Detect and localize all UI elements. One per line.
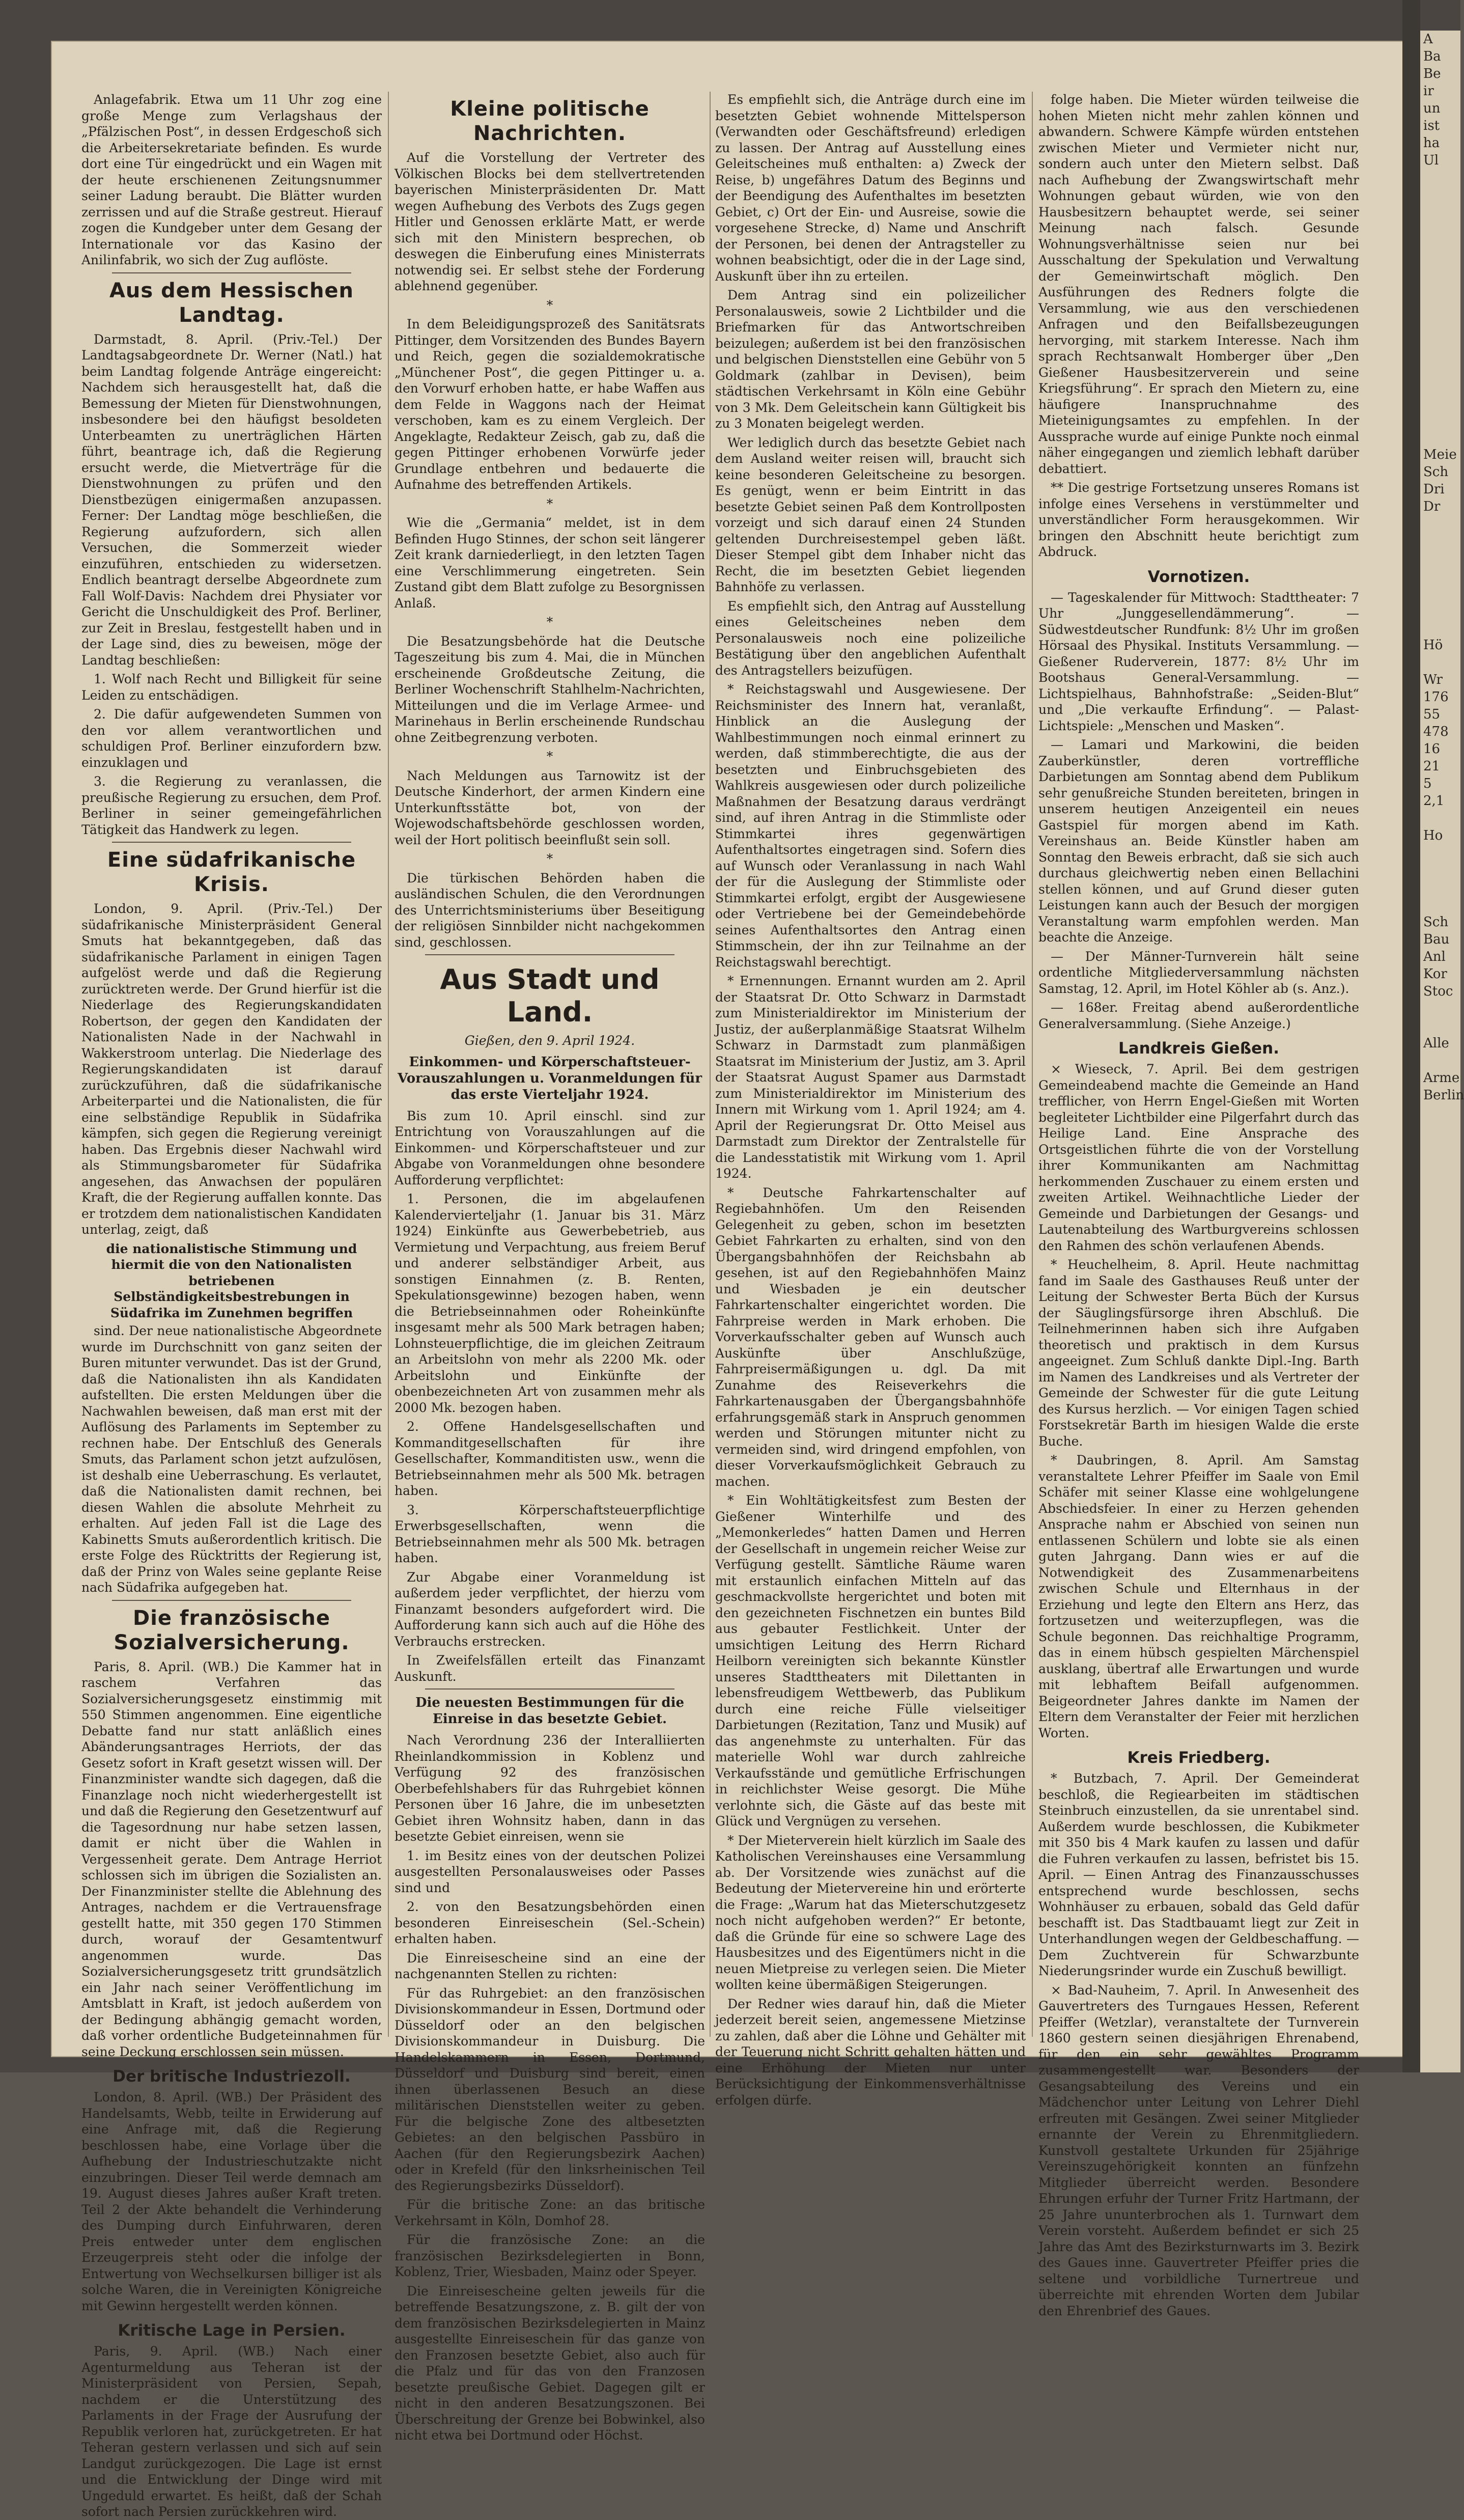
headline-south-africa: Eine südafrikanische Krisis. xyxy=(107,848,356,896)
edge-fragment: un xyxy=(1423,101,1441,116)
article-body: 1. Personen, die im abgelaufenen Kalendervierteljahr (1. Januar bis 31. März 1924) Einkünfte aus Gewerbebetrieb, aus Vermietung und Verpachtung, aus freiem Beruf und anderer selbständiger Arbeit, aus sonstigen Einnahmen (z. B. Renten, Spekulationsgewinne) bezogen haben, wenn die Betriebseinnahmen oder Roheinkünfte insgesamt mehr als 500 Mark betragen haben; Lohnsteuerpflichtige, die im gleichen Zeitraum an Arbeitslohn von mehr als 2200 Mk. oder Arbeitslohn und Einkünfte der obenbezeichneten Art von zusammen mehr als 2000 Mk. bezogen haben. xyxy=(395,1192,705,1415)
article-body: Bis zum 10. April einschl. sind zur Entrichtung von Vorauszahlungen auf die Einkommen- und Körperschaftsteuer und zur Abgabe von Voranmeldungen ohne besondere Aufforderung verpflichtet: xyxy=(395,1108,705,1187)
column-4 xyxy=(1038,92,1359,2318)
calendar-item: — 168er. Freitag abend außerordentliche Generalversammlung. (Siehe Anzeige.) xyxy=(1038,1000,1359,1031)
separator-star: * xyxy=(546,297,553,313)
edge-fragment xyxy=(1420,879,1460,896)
edge-fragment: 55 xyxy=(1423,707,1441,722)
article-body: Dem Antrag sind ein polizeilicher Personalausweis, sowie 2 Lichtbilder und die Briefmarken für das Antwortschreiben beizulegen; außerdem ist bei den französischen und belgischen Dienststellen eine Gebühr von 5 Goldmark (zahlbar in Devisen), beim städtischen Verkehrsamt in Köln eine Gebühr von 3 Mk. Dem Geleitschein kann Gültigkeit bis zu 3 Monaten beigelegt werden. xyxy=(715,288,1026,431)
edge-fragment xyxy=(1420,169,1460,186)
local-news-item: * Der Mieterverein hielt kürzlich im Saale des Katholischen Vereinshauses eine Versammlung ab. Der Vorsitzende wies zunächst auf die Bedeutung der Mietervereine hin und erörterte die Frage: „Warum hat das Mieterschutzgesetz noch nicht aufgehoben werden?“ Er betonte, daß die Gründe für eine so schwere Lage des Hausbesitzes und des Eigentümers nicht in die neuen Mietpreise zu verlegen seien. Die Mieter wollten keine übermäßigen Steigerungen. xyxy=(715,1833,1026,1992)
edge-fragment: 5 xyxy=(1423,776,1432,791)
local-news-item: Der Redner wies darauf hin, daß die Mieter jederzeit bereit seien, angemessene Mietzinse zu zahlen, daß aber die Löhne und Gehälter mit der Teuerung nicht Schritt gehalten hätten und eine Erhöhung der Mieten nur unter Berücksichtigung der Einkommensverhältnisse erfolgen dürfe. xyxy=(715,1996,1026,2108)
edge-fragment: Anl xyxy=(1423,949,1446,964)
article-body: 2. von den Besatzungsbehörden einen besonderen Einreiseschein (Sel.-Schein) erhalten haben. xyxy=(395,1899,705,1946)
article-body: Die Einreisescheine gelten jeweils für die betreffende Besatzungszone, z. B. gilt der von dem französischen Bezirksdelegierten in Mainz ausgestellte Einreiseschein für das ganze von den Franzosen besetzte Gebiet, also auch für die Pfalz und für das von den Franzosen besetzte preußische Gebiet. Dagegen gilt er nicht in den anderen Besatzungszonen. Bei Überschreitung der Grenze bei Bobwinkel, also nicht etwa bei Dortmund oder Höchst. xyxy=(395,2283,705,2443)
article-body: Darmstadt, 8. April. (Priv.-Tel.) Der Landtagsabgeordnete Dr. Werner (Natl.) hat beim Landtag folgende Anträge eingereicht: Nachdem sich herausgestellt hat, daß die Bemessung der Mieten für Dienstwohnungen, insbesondere bei den häufigst besoldeten Unterbeamten zu unerträglichen Härten führt, beantrage ich, daß die Regierung ersucht werde, die Mietverträge für die Dienstwohnungen zu prüfen und den Dienstbezügen einigermaßen anzupassen. Ferner: Der Landtag möge beschließen, die Regierung aufzufordern, sich allen Versuchen, die Sommerzeit wieder einzuführen, entschieden zu widersetzen. Endlich beantragt derselbe Abgeordnete zum Fall Wolf-Davis: Nachdem drei Physiater vor Gericht die Unschuldigkeit des Prof. Berliner, zur Zeit in Breslau, festgestellt haben und in der Lage sind, dies zu beweisen, möge der Landtag beschließen: xyxy=(81,331,382,668)
news-item: Wie die „Germania“ meldet, ist in dem Befinden Hugo Stinnes, der schon seit längerer Zeit krank darniederliegt, in den letzten Tagen eine Verschlimmerung eingetreten. Sein Zustand gibt dem Blatt zufolge zu Besorgnissen Anlaß. xyxy=(395,515,705,611)
edge-fragment: ir xyxy=(1423,84,1434,99)
headline-city-and-country: Aus Stadt und Land. xyxy=(440,963,660,1028)
divider xyxy=(112,1600,351,1601)
article-body: 1. im Besitz eines von der deutschen Polizei ausgestellten Personalausweises oder Passes sind und xyxy=(395,1848,705,1895)
edge-fragment xyxy=(1420,567,1460,585)
article-body: 2. Offene Handelsgesellschaften und Kommanditgesellschaften für ihre Gesellschafter, Kommanditisten usw., wenn die Betriebseinnahmen mehr als 500 Mk. betragen haben. xyxy=(395,1419,705,1498)
edge-fragment xyxy=(1420,308,1460,325)
separator-star: * xyxy=(546,615,553,629)
edge-fragment xyxy=(1420,1000,1460,1017)
edge-fragment xyxy=(1420,844,1460,862)
edge-fragment: Ba xyxy=(1423,49,1441,64)
article-continuation: Anlagefabrik. Etwa um 11 Uhr zog eine große Menge zum Verlagshaus der „Pfälzischen Post“, in dessen Erdgeschoß sich die Arbeitersekretariate befinden. Es wurde dort eine Tür eingedrückt und ein Wagen mit der heute erschienenen Zeitungsnummer seiner Ladung beraubt. Die Blätter wurden zerrissen und auf die Straße gestreut. Hierauf zogen die Kundgeber unter dem Gesang der Internationale vor das Kasino der Anilinfabrik, wo sich der Zug auflöste. xyxy=(81,92,382,267)
edge-fragment xyxy=(1420,411,1460,429)
news-item: Die Besatzungsbehörde hat die Deutsche Tageszeitung bis zum 4. Mai, die in München erscheinende Großdeutsche Zeitung, die Berliner Wochenschrift Stahlhelm-Nachrichten, Mitteilungen und die im Verlage Armee- und Marinehaus in Berlin erscheinende Rundschau ohne Zeitbegrenzung verboten. xyxy=(395,633,705,745)
headline-french-insurance: Die französische Sozialversicherung. xyxy=(114,1606,350,1654)
article-item: 1. Wolf nach Recht und Billigkeit für seine Leiden zu entschädigen. xyxy=(81,672,382,703)
edge-fragment xyxy=(1420,221,1460,238)
article-body: Die Einreisescheine sind an eine der nachgenannten Stellen zu richten: xyxy=(395,1950,705,1981)
headline-hessian-landtag: Aus dem Hessischen Landtag. xyxy=(109,279,354,327)
edge-fragment xyxy=(1420,359,1460,377)
divider xyxy=(425,1688,674,1690)
local-news-item: * Reichstagswahl und Ausgewiesene. Der Reichsminister des Innern hat, veranlaßt, Hinblick an die Auslegung der Wahlbestimmungen noch einmal erinnert zu werden, daß stimmberechtigte, die aus der besetzten und Einbruchsgebieten des Wahlkreis ausgewiesen oder durch polizeiliche Maßnahmen der Besatzung daraus verdrängt sind, auf ihren Antrag in die Stimmliste oder Stimmkartei ihres gegenwärtigen Aufenthaltsortes eingetragen sind. Sofern dies auf Wunsch oder Veranlassung in nach Wahl der für die Auslegung der Stimmliste oder Stimmkartei erfolgt, ergibt der Ausgewiesene oder Vertriebene bei der Gemeindebehörde seines Aufenthaltsortes den Antrag einen Stimmschein, der ihn zur Teilnahme an der Reichstagswahl berechtigt. xyxy=(715,682,1026,970)
article-body: sind. Der neue nationalistische Abgeordnete wurde im Durchschnitt von ganz seiten der Buren mitunter verwundet. Das ist der Grund, daß die Nationalisten ihn als Kandidaten aufstellten. Die ersten Meldungen über die Nachwahlen beweisen, daß man erst mit der Auflösung des Parlaments im September zu rechnen habe. Der Entschluß des Generals Smuts, das Parlament schon jetzt aufzulösen, ist deshalb eine Ueberraschung. Es verlautet, daß die Nationalisten damit rechnen, bei diesen Wahlen die absolute Mehrheit zu erhalten. Auf jeden Fall ist die Lage des Kabinetts Smuts außerordentlich kritisch. Die erste Folge des Rücktritts der Regierung ist, daß der Prinz von Wales seine geplante Reise nach Südafrika aufgegeben hat. xyxy=(81,1323,382,1595)
edge-fragment: Dr xyxy=(1423,499,1441,514)
separator-star: * xyxy=(546,496,553,511)
calendar-item: — Lamari und Markowini, die beiden Zauberkünstler, deren vortreffliche Darbietungen am Sonntag abend dem Publikum sehr genußreiche Stunden bereiteten, bringen in unserem heutigen Anzeigenteil ein neues Gastspiel für morgen abend im Kath. Vereinshaus an. Beide Künstler haben am Sonntag den Beweis erbracht, daß sie sich auch durchaus gleichwertig neben einen Bellachini stellen können, und auf Grund dieser guten Leistungen kann auch der Besuch der morgigen Veranstaltung warm empfohlen werden. Man beachte die Anzeige. xyxy=(1038,737,1359,945)
local-news-item: * Heuchelheim, 8. April. Heute nachmittag fand im Saale des Gasthauses Reuß unter der Leitung der Schwester Berta Büch der Kursus der Säuglingsfürsorge ihren Abschluß. Die Teilnehmerinnen haben sich ihre Aufgaben theoretisch und praktisch in dem Kursus angeeignet. Zum Schluß dankte Dipl.-Ing. Barth im Namen des Landkreises und als Vertreter der Gemeinde der Schwester für die gute Leitung des Kursus herzlich. — Vor einigen Tagen schied Forstsekretär Barth im hiesigen Walde die erste Buche. xyxy=(1038,1257,1359,1449)
article-item: 3. die Regierung zu veranlassen, die preußische Regierung zu ersuchen, dem Prof. Berliner in seiner gemeingefährlichen Tätigkeit das Handwerk zu legen. xyxy=(81,774,382,837)
article-continuation: folge haben. Die Mieter würden teilweise die hohen Mieten nicht mehr zahlen können und abwandern. Schwere Kämpfe würden entstehen zwischen Mieter und Vermieter nicht nur, sondern auch unter den Mietern selbst. Daß nach Aufhebung der Zwangswirtschaft mehr Wohnungen gebaut würden, wie von den Hausbesitzern behauptet werde, sei seiner Meinung nach falsch. Gesunde Wohnungsverhältnisse seien nur bei Ausschaltung der Spekulation und Verwaltung der Gemeinwirtschaft möglich. Den Ausführungen des Redners folgte die Versammlung, wie aus den verschiedenen Anfragen und den Beifallsbezeugungen hervorging, mit starkem Interesse. Nach ihm sprach Rechtsanwalt Homberger über „Den Gießener Hausbesitzerverein und seine Kriegsführung“. Er sprach den Mietern zu, eine häufigere Inanspruchnahme des Mieteinigungsamtes zu empfehlen. In der Aussprache wurde auf einige Punkte noch einmal näher eingegangen und ziemlich lebhaft darüber debattiert. xyxy=(1038,92,1359,476)
edge-fragment xyxy=(1420,238,1460,256)
headline-landkreis-giessen: Landkreis Gießen. xyxy=(1118,1039,1279,1058)
local-news-item: * Ernennungen. Ernannt wurden am 2. April der Staatsrat Dr. Otto Schwarz in Darmstadt zum Ministerialdirektor im Ministerium der Justiz, der außerplanmäßige Staatsrat Wilhelm Schwarz in Darmstadt zum planmäßigen Staatsrat im Ministerium der Justiz, am 3. April der Staatsrat August Spamer aus Darmstadt zum Ministerialdirektor im Ministerium des Innern mit Wirkung vom 1. April 1924; am 4. April der Regierungsrat Dr. Otto Meisel aus Darmstadt zum Direktor der Zentralstelle für die Landesstatistik mit Wirkung vom 1. April 1924. xyxy=(715,974,1026,1181)
article-body: Nach Verordnung 236 der Interalliierten Rheinlandkommission in Koblenz und Verfügung 92 des französischen Oberbefehlshabers für das Ruhrgebiet können Personen über 16 Jahre, die im unbesetzten Gebiet ihren Wohnsitz haben, dann in das besetzte Gebiet einreisen, wenn sie xyxy=(395,1733,705,1844)
edge-fragment xyxy=(1420,204,1460,221)
article-body: Paris, 8. April. (WB.) Die Kammer hat in raschem Verfahren das Sozialversicherungsgesetz einstimmig mit 550 Stimmen angenommen. Eine eigentliche Debatte fand nur statt anläßlich eines Abänderungsantrages Herriots, der das Gesetz sofort in Kraft gesetzt wissen will. Der Finanzminister wandte sich dagegen, daß die Finanzlage noch nicht wiederhergestellt ist und daß die Regierung den Gesetzentwurf auf die Tagesordnung nur habe setzen lassen, damit er nicht über die Wahlen in Vergessenheit gerate. Dem Antrage Herriot schlossen sich im übrigen die Sozialisten an. Der Finanzminister stellte die Ablehnung des Antrages, nachdem er die Vertrauensfrage gestellt hatte, mit 350 gegen 170 Stimmen durch, worauf der Gesamtentwurf angenommen wurde. Das Sozialversicherungsgesetz tritt grundsätzlich ein Jahr nach seiner Veröffentlichung im Amtsblatt in Kraft, ist jedoch außerdem von der Bedingung abhängig gemacht worden, daß vorher ordentliche Budgeteinnahmen für seine Deckung erschlossen sein müssen. xyxy=(81,1659,382,2059)
divider xyxy=(425,954,674,955)
edge-fragment xyxy=(1420,515,1460,533)
column-rule xyxy=(710,92,711,2037)
local-news-item: * Deutsche Fahrkartenschalter auf Regiebahnhöfen. Um den Reisenden Gelegenheit zu geben, schon im besetzten Gebiet Fahrkarten zu erhalten, sind von den Übergangsbahnhöfen der Reichsbahn ab gesehen, ist auf den Regiebahnhöfen Mainz und Wiesbaden je ein deutscher Fahrkartenschalter eingerichtet worden. Die Fahrpreise werden in Mark erhoben. Die Vorverkaufsschalter geben auf Wunsch auch Auskünfte über Anschlußzüge, Fahrpreisermäßigungen u. dgl. Da mit Zunahme des Reiseverkehrs die Fahrkartenausgaben der Übergangsbahnhöfe erfahrungsgemäß stark in Anspruch genommen werden und Störungen mitunter nicht zu vermeiden sind, wird dringend empfohlen, von dieser Vorverkaufsmöglichkeit Gebrauch zu machen. xyxy=(715,1185,1026,1489)
article-body: Es empfiehlt sich, den Antrag auf Ausstellung eines Geleitscheines neben dem Personalausweis noch eine polizeiliche Bestätigung über den angeblichen Aufenthalt des Antragstellers beizufügen. xyxy=(715,598,1026,678)
local-news-item: × Bad-Nauheim, 7. April. In Anwesenheit des Gauvertreters des Turngaues Hessen, Referent Pfeiffer (Wetzlar), veranstaltete der Turnverein 1860 gestern seinen diesjährigen Ehrenabend, für den ein sehr gewähltes Programm zusammengestellt war. Besonders der Gesangsabteilung des Vereins und ein Mädchenchor unter Leitung von Lehrer Diehl erfreuten mit Gesängen. Zwei seiner Mitglieder ernannte der Verein zu Ehrenmitgliedern. Kunstvoll gestaltete Urkunden für 25jährige Vereinszugehörigkeit konnten an fünfzehn Mitglieder überreicht werden. Besondere Ehrungen erfuhr der Turner Fritz Hartmann, der 25 Jahre ununterbrochen als 1. Turnwart dem Verein vorsteht. Außerdem befindet er sich 25 Jahre das Amt des Bezirksturnwarts im 3. Bezirk des Gaues inne. Gauvertreter Pfeiffer pries die seltene und vorbildliche Turnertreue und überreichte mit ehrenden Worten dem Jubilar den Ehrenbrief des Gaues. xyxy=(1038,1982,1359,2318)
edge-fragment: Sch xyxy=(1423,915,1449,930)
article-item: 2. Die dafür aufgewendeten Summen von den vor allem verantwortlichen und schuldigen Prof. Berliner einzufordern bzw. einzuklagen und xyxy=(81,707,382,770)
news-item: Die türkischen Behörden haben die ausländischen Schulen, die den Verordnungen des Unterrichtsministeriums über Beseitigung der religiösen Sinnbilder nicht nachgekommen sind, geschlossen. xyxy=(395,870,705,950)
article-body: Zur Abgabe einer Voranmeldung ist außerdem jeder verpflichtet, der hierzu vom Finanzamt besonders aufgefordert wird. Die Aufforderung kann sich auch auf die Höhe des Verbrauchs erstrecken. xyxy=(395,1569,705,1649)
headline-previews: Vornotizen. xyxy=(1147,567,1250,586)
headline-political-news: Kleine politische Nachrichten. xyxy=(450,97,650,145)
notice: ** Die gestrige Fortsetzung unseres Romans ist infolge eines Versehens in verstümmelter und unverständlicher Form herausgekommen. Wir bringen den Abschnitt heute berichtigt zum Abdruck. xyxy=(1038,480,1359,559)
news-item: Auf die Vorstellung der Vertreter des Völkischen Blocks bei dem stellvertretenden bayerischen Ministerpräsidenten Dr. Matt wegen Aufhebung des Verbots des Zugs gegen Hitler und Genossen erklärte Matt, er werde sich mit den Ministern besprechen, ob deswegen die Einberufung eines Ministerrats notwendig sei. Er selbst stehe der Forderung ablehnend gegenüber. xyxy=(395,150,705,293)
dateline: Gießen, den 9. April 1924. xyxy=(464,1033,635,1048)
edge-fragment: 176 xyxy=(1423,689,1449,705)
edge-fragment xyxy=(1420,325,1460,342)
edge-fragment xyxy=(1420,550,1460,567)
edge-fragment xyxy=(1420,585,1460,602)
edge-fragment: Ul xyxy=(1423,153,1439,168)
edge-fragment: 2,1 xyxy=(1423,793,1445,809)
calendar-item: — Der Männer-Turnverein hält seine ordentliche Mitgliederversammlung nächsten Samstag, 12. April, im Hotel Köhler ab (s. Anz.). xyxy=(1038,949,1359,996)
edge-fragment xyxy=(1420,394,1460,411)
edge-fragment: 478 xyxy=(1423,724,1449,739)
column-1 xyxy=(81,92,382,2519)
page-binding-gap xyxy=(1402,0,1420,2072)
edge-fragment: Hö xyxy=(1423,638,1443,653)
edge-fragment xyxy=(1420,1017,1460,1035)
subheadline-occupied-area: Die neuesten Bestimmungen für die Einreise in das besetzte Gebiet. xyxy=(415,1695,685,1727)
headline-british-industry: Der britische Industriezoll. xyxy=(112,2067,351,2086)
edge-fragment: ist xyxy=(1423,118,1440,133)
edge-fragment: Ho xyxy=(1423,828,1443,843)
separator-star: * xyxy=(546,749,553,764)
edge-fragment: Sch xyxy=(1423,464,1449,480)
news-item: Nach Meldungen aus Tarnowitz ist der Deutsche Kinderhort, der armen Kindern eine Unterkunftsstätte bot, von der Wojewodschaftsbehörde geschlossen worden, weil der Hort politisch beeinflußt sein soll. xyxy=(395,768,705,847)
article-body: Für die britische Zone: an das britische Verkehrsamt in Köln, Domhof 28. xyxy=(395,2197,705,2228)
edge-fragment xyxy=(1420,290,1460,308)
divider xyxy=(112,842,351,843)
column-rule xyxy=(388,92,389,2037)
article-body: 3. Körperschaftsteuerpflichtige Erwerbsgesellschaften, wenn die Betriebseinnahmen mehr als 500 Mk. betragen haben. xyxy=(395,1502,705,1565)
edge-fragment: Bau xyxy=(1423,932,1450,947)
edge-fragment xyxy=(1420,533,1460,550)
article-body: Für die französische Zone: an die französischen Bezirksdelegierten in Bonn, Koblenz, Trier, Wiesbaden, Mainz oder Speyer. xyxy=(395,2232,705,2279)
edge-fragment xyxy=(1420,256,1460,273)
edge-fragment: Be xyxy=(1423,66,1441,81)
separator-star: * xyxy=(546,851,553,866)
local-news-item: * Ein Wohltätigkeitsfest zum Besten der Gießener Winterhilfe und des „Memonkerledes“ hatten Damen und Herren der Gesellschaft in ungemein reicher Weise zur Verfügung gestellt. Sämtliche Räume waren mit erstaunlich einfachen Mitteln auf das geschmackvollste hergerichtet und boten mit den gezeichneten Fischnetzen ein buntes Bild aus gebauter Festlichkeit. Unter der umsichtigen Leitung des Herrn Richard Heilborn vereinigten sich bekannte Künstler unseres Stadttheaters mit Dilettanten in lebensfreudigem Wettbewerb, das Publikum durch eine reiche Fülle vielseitiger Darbietungen (Rezitation, Tanz und Musik) auf das angenehmste zu unterhalten. Für das materielle Wohl war durch zahlreiche Verkaufsstände und gemütliche Erfrischungen in reichlichster Weise gesorgt. Die Mühe verlohnte sich, die Gäste auf das beste mit Glück und Vergnügen zu versehen. xyxy=(715,1493,1026,1829)
article-body: London, 9. April. (Priv.-Tel.) Der südafrikanische Ministerpräsident General Smuts hat bekanntgegeben, daß das südafrikanische Parlament in einigen Tagen aufgelöst werde und daß die Regierung zurücktreten werde. Der Grund hierfür ist die Niederlage des Regierungskandidaten Robertson, der gegen den Kandidaten der Nationalisten Nade in der Nachwahl in Wakkerstroom unterlag. Die Niederlage des Regierungskandidaten ist darauf zurückzuführen, daß die südafrikanische Arbeiterpartei und die Nationalisten, die für eine selbständige Republik in Südafrika kämpfen, sich gegen die Regierung vereinigt haben. Das Ergebnis dieser Nachwahl wird als Stimmungsbarometer für Südafrika angesehen, das Anwachsen der populären Kraft, die der Regierung auffallen konnte. Das er trotzdem dem nationalistischen Kandidaten unterlag, zeigt, daß xyxy=(81,901,382,1237)
calendar-item: — Tageskalender für Mittwoch: Stadttheater: 7 Uhr „Junggesellendämmerung“. — Südwestdeutscher Rundfunk: 8½ Uhr im großen Hörsaal des Physikal. Instituts Versammlung. — Gießener Ruderverein, 1877: 8½ Uhr im Bootshaus General-Versammlung. — Lichtspielhaus, Bahnhofstraße: „Seiden-Blut“ und „Die verkaufte Erfindung“. — Palast-Lichtspiele: „Menschen und Masken“. xyxy=(1038,590,1359,733)
edge-fragment: Meie xyxy=(1423,447,1457,462)
article-bold-passage: die nationalistische Stimmung und hiermit die von den Nationalisten betriebenen Selbständigkeitsbestrebungen in Südafrika im Zunehmen begriffen xyxy=(106,1241,357,1320)
local-news-item: * Daubringen, 8. April. Am Samstag veranstaltete Lehrer Pfeiffer im Saale von Emil Schäfer mit seiner Klasse eine wohlgelungene Abschiedsfeier. In einer zu Herzen gehenden Ansprache nahm er Abschied von seinen nun entlassenen Schülern und lobte sie als einen guten Jahrgang. Dann wies er auf die Notwendigkeit des Zusammenarbeitens zwischen Schule und Elternhaus in der Erziehung und legte den Eltern ans Herz, das fortzusetzen und weiterzupflegen, was die Schule begonnen. Das reichhaltige Programm, das in einem hübsch gespielten Märchenspiel ausklang, übertraf alle Erwartungen und wurde mit lebhaftem Beifall aufgenommen. Beigeordneter Jahres dankte im Namen der Eltern dem Veranstalter der Feier mit herzlichen Worten. xyxy=(1038,1453,1359,1740)
edge-fragment xyxy=(1420,186,1460,204)
article-body: Wer lediglich durch das besetzte Gebiet nach dem Ausland weiter reisen will, braucht sich keine besonderen Geleitscheine zu besorgen. Es genügt, wenn er beim Eintritt in das besetzte Gebiet seinen Paß dem Kontrollposten vorzeigt und sich darauf einen 24 Stunden geltenden Durchreisestempel geben läßt. Dieser Stempel gibt dem Inhaber nicht das Recht, die im besetzten Gebiet liegenden Bahnhöfe zu verlassen. xyxy=(715,435,1026,594)
column-3 xyxy=(715,92,1026,2108)
divider xyxy=(112,272,351,273)
headline-persia: Kritische Lage in Persien. xyxy=(118,2321,346,2340)
edge-fragment: Stoc xyxy=(1423,984,1453,999)
edge-fragment xyxy=(1420,602,1460,619)
edge-fragment: Kor xyxy=(1423,966,1447,982)
edge-fragment: Arme xyxy=(1423,1070,1460,1086)
edge-fragment xyxy=(1420,273,1460,290)
edge-fragment: ha xyxy=(1423,135,1440,151)
adjacent-page-edge xyxy=(1420,31,1464,2072)
article-body: Paris, 9. April. (WB.) Nach einer Agenturmeldung aus Teheran ist der Ministerpräsident von Persien, Sepah, nachdem er die Unterstützung des Parlaments in der Frage der Ausrufung der Republik verloren hat, zurückgetreten. Er hat Teheran gestern verlassen und sich auf sein Landgut zurückgezogen. Die Lage ist ernst und die Entwicklung der Dinge wird mit Ungeduld erwartet. Es heißt, daß der Schah sofort nach Persien zurückkehren wird. xyxy=(81,2344,382,2519)
edge-fragment xyxy=(1420,1052,1460,1069)
edge-fragment xyxy=(1420,810,1460,827)
edge-fragment: A xyxy=(1423,32,1433,47)
edge-fragment xyxy=(1420,619,1460,636)
edge-fragment: Dri xyxy=(1423,482,1445,497)
news-item: In dem Beleidigungsprozeß des Sanitätsrats Pittinger, dem Vorsitzenden des Bundes Bayern und Reich, gegen die sozialdemokratische „Münchener Post“, die gegen Pittinger u. a. den Vorwurf erhoben hatte, er habe Waffen aus dem Felde in Waggons nach der Heimat verschoben, kam es zu einem Vergleich. Der Angeklagte, Redakteur Zeisch, gab zu, daß die gegen Pittinger erhobenen Vorwürfe jeder Grundlage entbehren und bedauerte die Aufnahme des betreffenden Artikels. xyxy=(395,317,705,492)
column-rule xyxy=(1032,92,1033,2037)
edge-fragment xyxy=(1420,862,1460,879)
article-body: London, 8. April. (WB.) Der Präsident des Handelsamts, Webb, teilte in Erwiderung auf eine Anfrage mit, daß die Regierung beschlossen habe, eine Vorlage über die Aufhebung der Industrieschutzakte nicht einzubringen. Dieser Teil werde demnach am 19. August dieses Jahres außer Kraft treten. Teil 2 der Akte behandelt die Verhinderung des Dumping durch Einfuhrwaren, deren Preis entweder unter dem englischen Erzeugerpreis steht oder die infolge der Entwertung von Wechselkursen billiger ist als solche Waren, die in Vereinigten Königreiche mit Gewinn hergestellt werden können. xyxy=(81,2090,382,2313)
edge-fragment xyxy=(1420,377,1460,394)
article-body: Für das Ruhrgebiet: an den französischen Divisionskommandeur in Essen, Dortmund oder Düsseldorf oder an den belgischen Divisionskommandeur in Duisburg. Die Handelskammern in Essen, Dortmund, Düsseldorf und Duisburg sind bereit, einen ihnen überlassenen Besuch an diese militärischen Dienststellen weiter zu geben. Für die belgische Zone des altbesetzten Gebietes: an den belgischen Passbüro in Aachen (für den Regierungsbezirk Aachen) oder in Krefeld (für den linksrheinischen Teil des Regierungsbezirks Düsseldorf). xyxy=(395,1985,705,2193)
edge-fragment xyxy=(1420,896,1460,913)
local-news-item: * Butzbach, 7. April. Der Gemeinderat beschloß, die Regiearbeiten im städtischen Steinbruch einzustellen, da sie unrentabel sind. Außerdem wurde beschlossen, die Kubikmeter mit 350 bis 4 Mark kaufen zu lassen und dafür die Fuhren verkaufen zu lassen, befristet bis 15. April. — Einen Antrag des Finanzausschusses entsprechend wurde beschlossen, sechs Wohnhäuser zu erbauen, sobald das Geld dafür beschafft ist. Das Stadtbauamt liegt zur Zeit in Unterhandlungen wegen der Geldbeschaffung. — Dem Zuchtverein für Schwarzbunte Niederungsrinder wurde ein Zuschuß bewilligt. xyxy=(1038,1771,1359,1978)
edge-fragment: 21 xyxy=(1423,759,1441,774)
edge-fragment xyxy=(1420,342,1460,359)
article-body: In Zweifelsfällen erteilt das Finanzamt Auskunft. xyxy=(395,1653,705,1684)
edge-fragment: 16 xyxy=(1423,741,1441,757)
article-body: Es empfiehlt sich, die Anträge durch eine im besetzten Gebiet wohnende Mittelsperson (Verwandten oder Geschäftsfreund) erledigen zu lassen. Der Antrag auf Ausstellung eines Geleitscheines muß enthalten: a) Zweck der Reise, b) ungefähres Datum des Beginns und der Beendigung des Aufenthaltes im besetzten Gebiet, c) Ort der Ein- und Ausreise, sowie die vorgesehene Strecke, d) Name und Anschrift der Personen, bei denen der Antragsteller zu wohnen beabsichtigt, oder die in der Lage sind, Auskunft über ihn zu erteilen. xyxy=(715,92,1026,284)
edge-fragment xyxy=(1420,429,1460,446)
column-2 xyxy=(395,92,705,2443)
edge-fragment xyxy=(1420,654,1460,671)
subheadline-tax: Einkommen- und Körperschaftsteuer-Vorauszahlungen u. Voranmeldungen für das erste Vierteljahr 1924. xyxy=(397,1054,702,1102)
edge-fragment: Berlin xyxy=(1423,1088,1464,1103)
edge-fragment: Wr xyxy=(1423,672,1443,687)
headline-kreis-friedberg: Kreis Friedberg. xyxy=(1127,1749,1271,1767)
edge-fragment: Alle xyxy=(1423,1036,1449,1051)
local-news-item: × Wieseck, 7. April. Bei dem gestrigen Gemeindeabend machte die Gemeinde an Hand trefflicher, von Herrn Engel-Gießen mit Worten begleiteter Lichtbilder eine Pilgerfahrt durch das Heilige Land. Eine Ansprache des Ortsgeistlichen führte die von der Vorstellung ihrer Kommunikanten am Nachmittag herkommenden Zuschauer zu einem ersten und zweiten Artikel. Weihnachtliche Lieder der Gemeinde und Darbietungen der Gesangs- und Lautenabteilung des Wartburgvereins schlossen den Rahmen des schön verlaufenen Abends. xyxy=(1038,1062,1359,1253)
